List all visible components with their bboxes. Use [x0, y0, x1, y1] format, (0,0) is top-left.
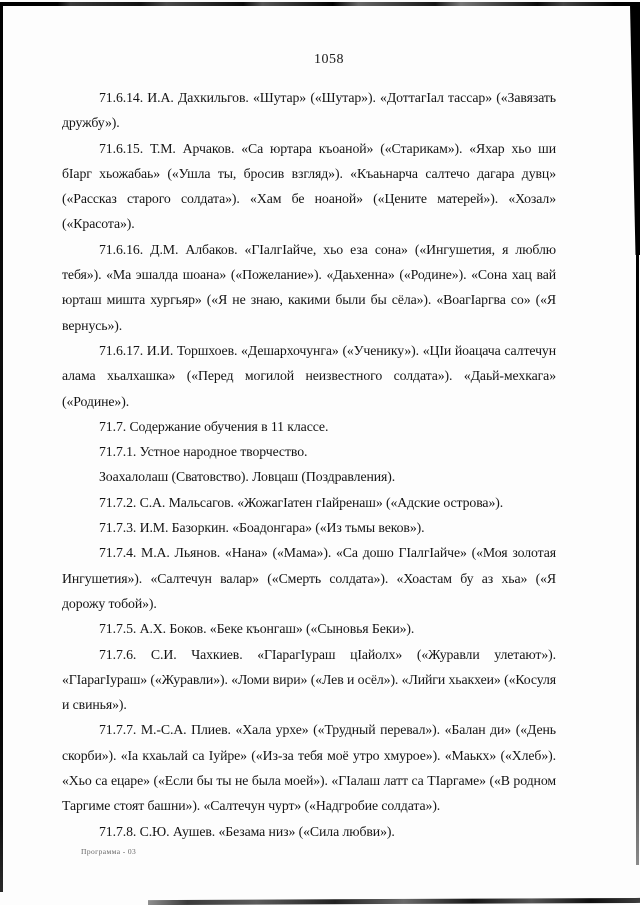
paragraph-71-6-14: 71.6.14. И.А. Дахкильгов. «Шутар» («Шутар»). «ДоттагIал тассар» («Завязать дружбу»). — [62, 90, 556, 131]
paragraph-71-7-5: 71.7.5. А.Х. Боков. «Беке къонгаш» («Сыновья Беки»). — [99, 621, 415, 637]
paragraph-folklore: Зоахалолаш (Сватовство). Ловцаш (Поздравления). — [99, 469, 396, 485]
scan-edge-bottom — [148, 898, 640, 905]
page-number: 1058 — [314, 52, 344, 67]
paragraph-71-7-3: 71.7.3. И.М. Базоркин. «Боадонгара» («Из тьмы веков»). — [99, 520, 425, 536]
paragraph-71-7-4: 71.7.4. М.А. Льянов. «Нана» («Мама»). «Са дошо ГIалгIайче» («Моя золотая Ингушетия»). «Салтечун валар» («Смерть солдата»). «Хоастам бу аз хьа» («Я дорожу тобой»). — [62, 545, 556, 611]
footer-label: Программа - 03 — [81, 847, 137, 856]
paragraph-71-7-7: 71.7.7. М.-С.А. Плиев. «Хала урхе» («Трудный перевал»). «Балан ди» («День скорби»). «Iа кхаьлай са Iуйре» («Из-за тебя моё утро хмурое»). «Маькх» («Хлеб»). «Хьо са ецаре» («Если бы ты не была моей»). «ГIалаш латт са ТIаргаме» («В родном Таргиме стоят башни»). «Салтечун чурт» («Надгробие солдата»). — [62, 722, 556, 814]
document-body — [62, 85, 556, 844]
scan-edge-right-thick — [630, 5, 640, 255]
scan-edge-top — [0, 2, 640, 6]
paragraph-71-6-16: 71.6.16. Д.М. Албаков. «ГIалгIайче, хьо еза сона» («Ингушетия, я люблю тебя»). «Ма эшалда шоана» («Пожелание»). «Даьхенна» («Родине»). «Сона хац вай юрташ мишта хургьяр» («Я не знаю, какими были бы сёла»). «ВоагIаргва со» («Я вернусь»). — [62, 241, 556, 333]
paragraph-71-7-1: 71.7.1. Устное народное творчество. — [99, 444, 308, 460]
scan-edge-left — [0, 4, 3, 892]
paragraph-71-6-15: 71.6.15. Т.М. Арчаков. «Са юртара къоаной» («Старикам»). «Яхар хьо ши бIарг хьожабаь» («Ушла ты, бросив взгляд»). «Къаьнарча салтечо дагара дувц» («Рассказ старого солдата»). «Хам бе ноаной» («Цените матерей»). «Хозал» («Красота»). — [62, 140, 556, 232]
paragraph-71-7-6: 71.7.6. С.И. Чахкиев. «ГIарагIураш цIайолх» («Журавли улетают»). «ГIарагIураш» («Журавли»). «Ломи вири» («Лев и осёл»). «Лийги хьакхеи» («Косуля и свинья»). — [62, 646, 556, 713]
paragraph-71-7: 71.7. Содержание обучения в 11 классе. — [99, 418, 329, 434]
paragraph-71-7-2: 71.7.2. С.А. Мальсагов. «ЖожагIатен гIайренаш» («Адские острова»). — [99, 494, 504, 510]
paragraph-71-7-8: 71.7.8. С.Ю. Аушев. «Безама низ» («Сила любви»). — [99, 823, 395, 839]
scan-edge-right-thin — [636, 253, 639, 865]
paragraph-71-6-17: 71.6.17. И.И. Торшхоев. «Дешархочунга» («Ученику»). «ЦIи йоацача салтечун алама хьалхашка» («Перед могилой неизвестного солдата»). «Даьй-мехкага» («Родине»). — [62, 342, 556, 409]
